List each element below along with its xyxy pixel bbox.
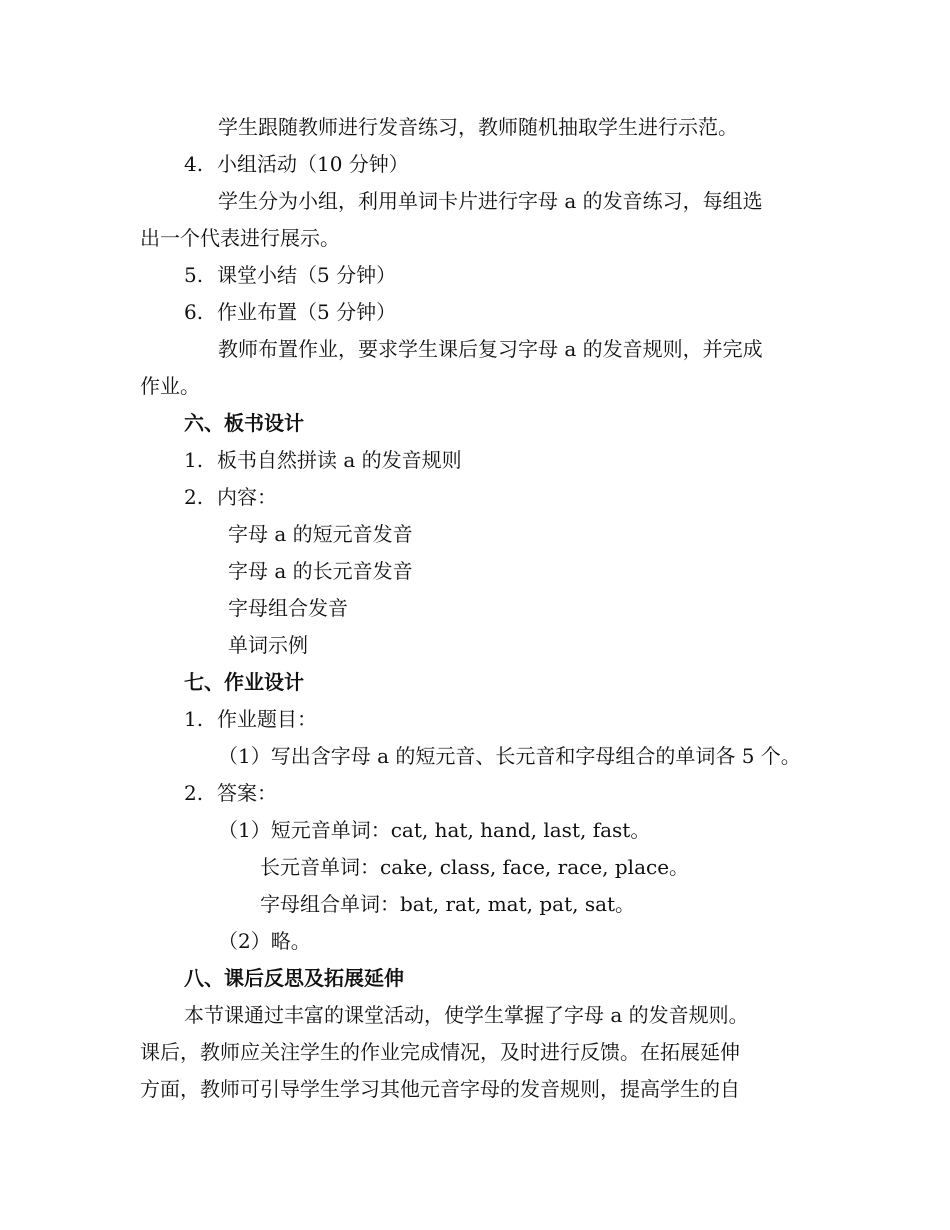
board-item: 字母 a 的长元音发音 (228, 559, 413, 583)
paragraph-line: 教师布置作业，要求学生课后复习字母 a 的发音规则，并完成 (218, 337, 763, 361)
list-number: 1. (184, 707, 204, 731)
list-item-text: 作业布置（5 分钟） (217, 300, 397, 324)
section-heading: 八、课后反思及拓展延伸 (184, 966, 404, 990)
list-item (184, 150, 409, 178)
paragraph-line: 出一个代表进行展示。 (140, 226, 340, 250)
list-item-text: 作业题目： (217, 707, 317, 731)
board-item: 字母 a 的短元音发音 (228, 522, 413, 546)
list-item-text: 小组活动（10 分钟） (217, 152, 409, 176)
section-heading: 七、作业设计 (184, 670, 304, 694)
list-item (184, 261, 396, 289)
paragraph-line: 本节课通过丰富的课堂活动，使学生掌握了字母 a 的发音规则。 (184, 1003, 749, 1027)
paragraph-line: 学生分为小组，利用单词卡片进行字母 a 的发音练习，每组选 (218, 189, 763, 213)
list-item-text: 答案： (217, 781, 277, 805)
list-item (184, 779, 277, 807)
list-number: 5. (184, 263, 204, 287)
answer-line: （1）短元音单词：cat, hat, hand, last, fast。 (218, 818, 651, 842)
list-number: 2. (184, 781, 204, 805)
list-item-text: 板书自然拼读 a 的发音规则 (217, 448, 462, 472)
answer-line: （2）略。 (218, 929, 311, 953)
paragraph-line: 课后，教师应关注学生的作业完成情况，及时进行反馈。在拓展延伸 (140, 1040, 740, 1064)
list-number: 4. (184, 152, 204, 176)
paragraph-line: 作业。 (140, 374, 200, 398)
list-number: 6. (184, 300, 204, 324)
list-number: 2. (184, 485, 204, 509)
section-heading: 六、板书设计 (184, 411, 304, 435)
homework-question: （1）写出含字母 a 的短元音、长元音和字母组合的单词各 5 个。 (218, 744, 801, 768)
board-item: 单词示例 (228, 633, 308, 657)
list-item (184, 446, 462, 474)
list-item-text: 课堂小结（5 分钟） (217, 263, 397, 287)
answer-line: 字母组合单词：bat, rat, mat, pat, sat。 (260, 892, 636, 916)
list-item (184, 298, 396, 326)
board-item: 字母组合发音 (228, 596, 348, 620)
list-item-text: 内容： (217, 485, 277, 509)
list-item (184, 483, 277, 511)
answer-line: 长元音单词：cake, class, face, race, place。 (260, 855, 690, 879)
list-number: 1. (184, 448, 204, 472)
paragraph-line: 方面，教师可引导学生学习其他元音字母的发音规则，提高学生的自 (140, 1077, 740, 1101)
list-item (184, 705, 317, 733)
paragraph-line: 学生跟随教师进行发音练习，教师随机抽取学生进行示范。 (218, 115, 738, 139)
